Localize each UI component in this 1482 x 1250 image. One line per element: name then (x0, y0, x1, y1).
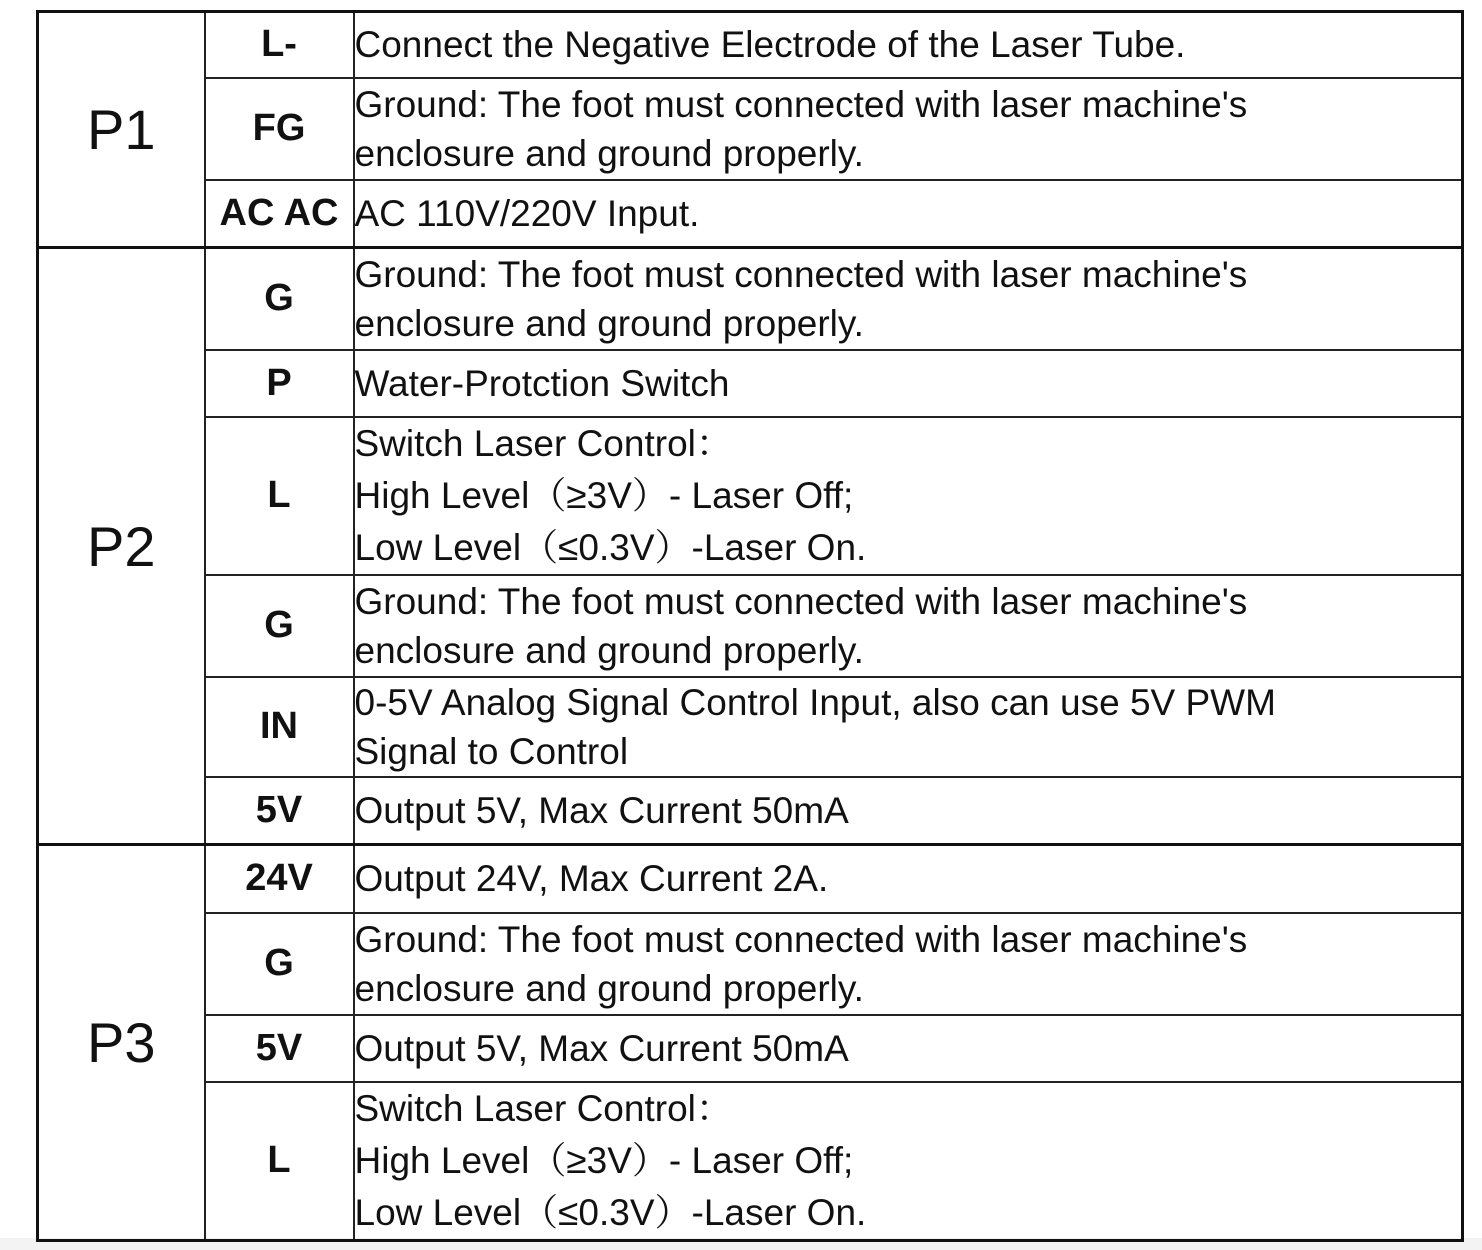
table-row (38, 777, 1463, 845)
description-line: Signal to Control (354, 730, 629, 772)
table-row (38, 12, 1463, 78)
pin-name: G (205, 913, 354, 1015)
description-line: Ground: The foot must connected with laser machine's (354, 580, 1248, 622)
pin-name: 5V (205, 1015, 354, 1082)
pin-name: 5V (205, 777, 354, 845)
table-row (38, 913, 1463, 1015)
table-row (38, 180, 1463, 248)
pin-description (354, 913, 1463, 1015)
connector-label-p1: P1 (38, 12, 205, 248)
table-row (38, 575, 1463, 677)
pin-name: L- (205, 12, 354, 78)
description-line: Output 5V, Max Current 50mA (354, 789, 849, 831)
pin-description (354, 12, 1463, 78)
pin-description (354, 845, 1463, 913)
pin-name: 24V (205, 845, 354, 913)
table-row (38, 417, 1463, 575)
pin-description (354, 417, 1463, 575)
pin-description (354, 1082, 1463, 1241)
pin-name: L (205, 1082, 354, 1241)
description-line: High Level（≥3V）- Laser Off; (354, 1139, 854, 1181)
pin-description (354, 777, 1463, 845)
description-line: enclosure and ground properly. (354, 629, 864, 671)
description-line: enclosure and ground properly. (354, 132, 864, 174)
pin-description (354, 1015, 1463, 1082)
table-row (38, 78, 1463, 180)
table-row (38, 1082, 1463, 1241)
pin-description (354, 78, 1463, 180)
description-line: enclosure and ground properly. (354, 967, 864, 1009)
description-line: Ground: The foot must connected with laser machine's (354, 918, 1248, 960)
pin-name: P (205, 350, 354, 417)
description-line: High Level（≥3V）- Laser Off; (354, 474, 854, 516)
description-line: AC 110V/220V Input. (354, 192, 700, 234)
table-row (38, 845, 1463, 913)
description-line: Water-Protction Switch (354, 362, 730, 404)
table-row (38, 1015, 1463, 1082)
description-line: Output 5V, Max Current 50mA (354, 1027, 849, 1069)
description-line: Output 24V, Max Current 2A. (354, 858, 829, 900)
pin-description (354, 180, 1463, 248)
connector-label-p2: P2 (38, 248, 205, 845)
table-row (38, 677, 1463, 777)
description-line: Ground: The foot must connected with laser machine's (354, 253, 1248, 295)
pin-name: IN (205, 677, 354, 777)
pin-description (354, 575, 1463, 677)
pin-definition-table (36, 10, 1464, 1242)
pin-name: FG (205, 78, 354, 180)
description-line: Low Level（≤0.3V）-Laser On. (354, 526, 867, 568)
table-row (38, 350, 1463, 417)
description-line: Connect the Negative Electrode of the Laser Tube. (354, 24, 1186, 66)
pin-description (354, 350, 1463, 417)
description-line: Switch Laser Control： (354, 1087, 733, 1129)
pin-description (354, 248, 1463, 350)
description-line: Switch Laser Control： (354, 422, 733, 464)
description-line: Ground: The foot must connected with laser machine's (354, 83, 1248, 125)
pin-name: G (205, 575, 354, 677)
connector-label-p3: P3 (38, 845, 205, 1241)
description-line: Low Level（≤0.3V）-Laser On. (354, 1191, 867, 1233)
pin-description (354, 677, 1463, 777)
description-line: 0-5V Analog Signal Control Input, also can use 5V PWM (354, 681, 1276, 723)
table-row (38, 248, 1463, 350)
description-line: enclosure and ground properly. (354, 302, 864, 344)
pin-name: AC AC (205, 180, 354, 248)
pin-name: L (205, 417, 354, 575)
pin-name: G (205, 248, 354, 350)
